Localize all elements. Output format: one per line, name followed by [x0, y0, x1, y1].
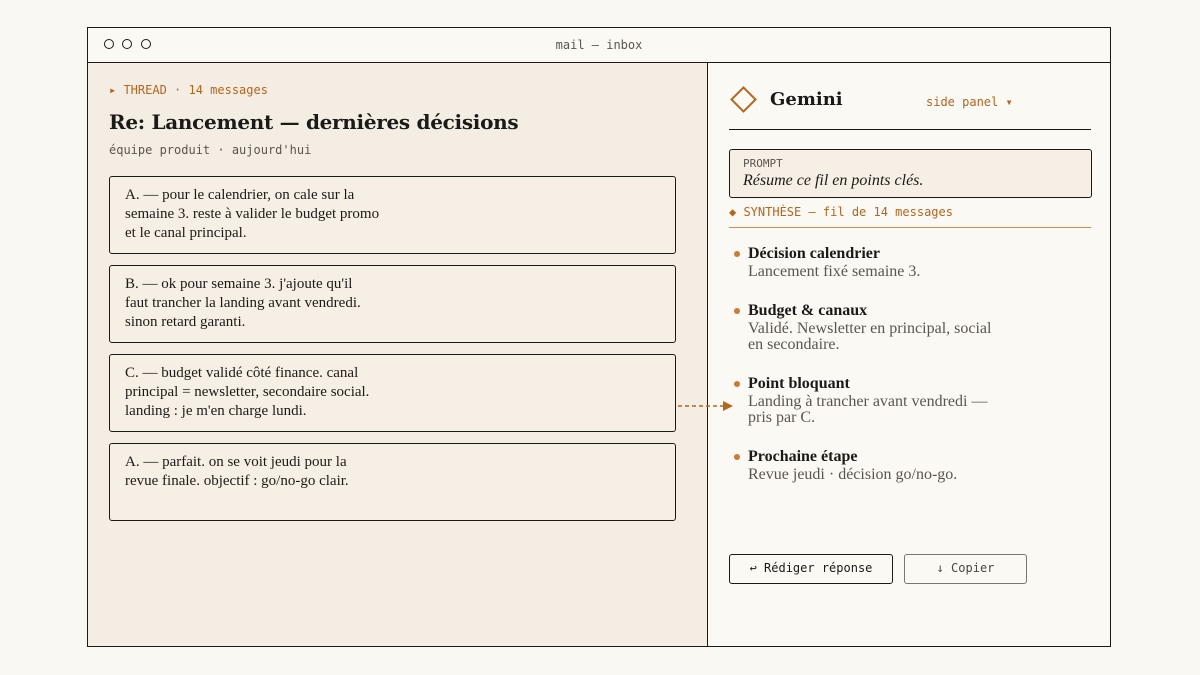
message-line: landing : je m'en charge lundi.	[125, 403, 307, 419]
summary-point-text: Lancement fixé semaine 3.	[748, 263, 921, 280]
mail-window	[87, 27, 1111, 647]
summary-point-title: Décision calendrier	[748, 245, 880, 262]
prompt-text: Résume ce fil en points clés.	[743, 172, 924, 189]
thread-meta: équipe produit · aujourd'hui	[109, 143, 312, 157]
message-line: B. — ok pour semaine 3. j'ajoute qu'il	[125, 276, 353, 292]
summary-point-text: Revue jeudi · décision go/no-go.	[748, 466, 958, 483]
window-title: mail — inbox	[555, 38, 643, 52]
synthesis-label: ◆ SYNTHÈSE — fil de 14 messages	[729, 205, 953, 219]
message-line: faut trancher la landing avant vendredi.	[125, 295, 361, 311]
panel-mode-dropdown[interactable]: side panel ▾	[926, 95, 1013, 109]
message-line: principal = newsletter, secondaire social.	[125, 384, 370, 400]
summary-point-title: Budget & canaux	[748, 302, 868, 319]
message-line: A. — pour le calendrier, on cale sur la	[125, 187, 355, 203]
draft-reply-button[interactable]: ↩ Rédiger réponse	[729, 554, 893, 584]
message-line: et le canal principal.	[125, 225, 247, 241]
message-line: A. — parfait. on se voit jeudi pour la	[125, 454, 347, 470]
summary-point-text: Landing à trancher avant vendredi — pris par C.	[748, 393, 988, 426]
summary-point-text: Validé. Newsletter en principal, social en secondaire.	[748, 320, 992, 353]
prompt-label: PROMPT	[743, 157, 783, 170]
copy-button[interactable]: ↓ Copier	[904, 554, 1027, 584]
message-line: semaine 3. reste à valider le budget promo	[125, 206, 380, 222]
dashed-arrow-icon	[88, 28, 1112, 648]
message-line: C. — budget validé côté finance. canal	[125, 365, 359, 381]
thread-subject: Re: Lancement — dernières décisions	[109, 110, 519, 134]
brand-name: Gemini	[770, 89, 843, 110]
summary-point-title: Prochaine étape	[748, 448, 858, 465]
summary-point-title: Point bloquant	[748, 375, 850, 392]
message-line: sinon retard garanti.	[125, 314, 246, 330]
message-line: revue finale. objectif : go/no-go clair.	[125, 473, 349, 489]
thread-label: ▸ THREAD · 14 messages	[109, 83, 268, 97]
